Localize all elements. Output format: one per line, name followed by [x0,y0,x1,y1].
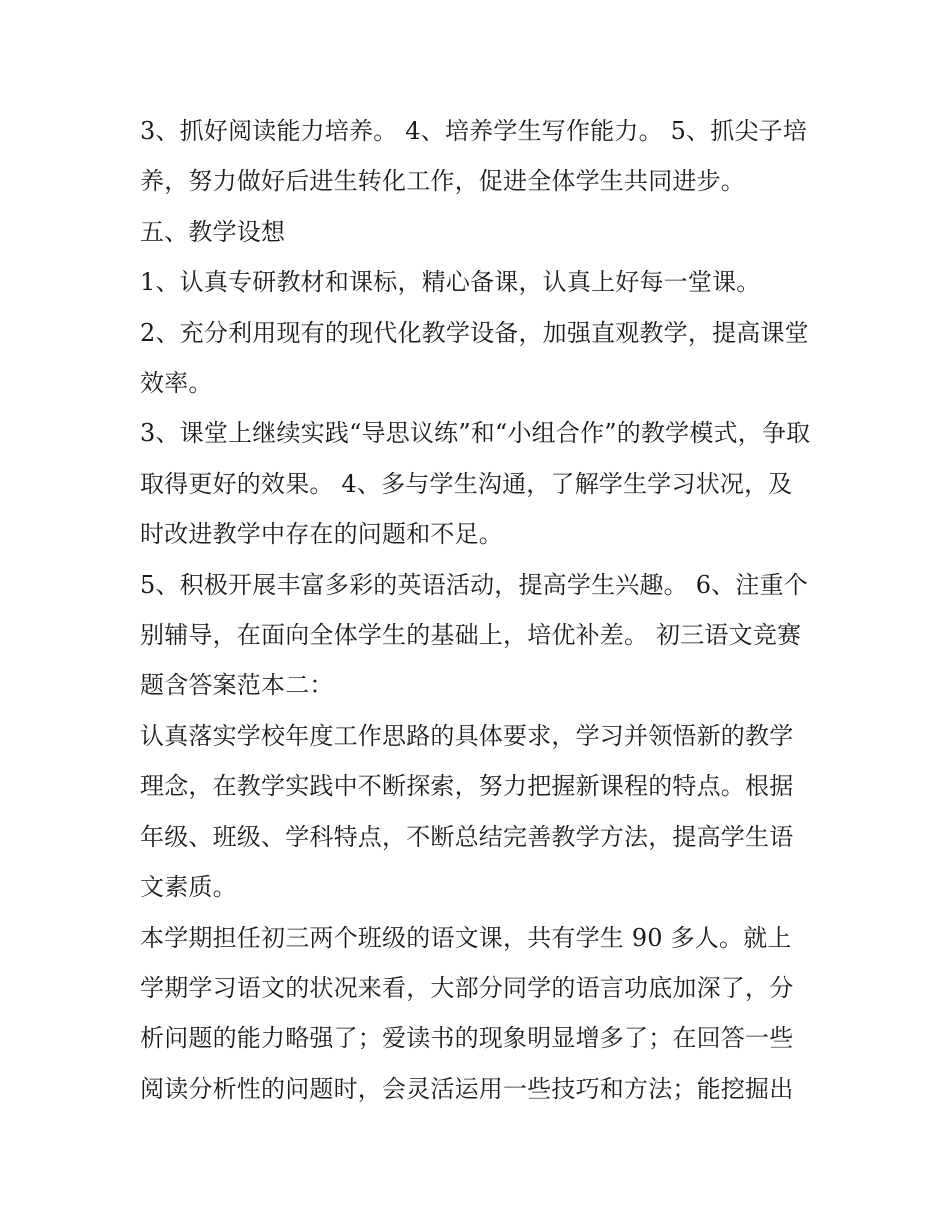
paragraph-item-3-4: 3、课堂上继续实践“导思议练”和“小组合作”的教学模式，争取取得更好的效果。 4、多与学生沟通，了解学生学习状况，及时改进教学中存在的问题和不足。 [140,419,811,549]
paragraph-item-5-6: 5、积极开展丰富多彩的英语活动，提高学生兴趣。 6、注重个别辅导，在面向全体学生的基础上，培优补差。 初三语文竞赛题含答案范本二： [140,570,808,700]
document-body [140,106,812,1114]
paragraph-item-2: 2、充分利用现有的现代化教学设备，加强直观教学，提高课堂效率。 [140,318,809,398]
paragraph-work-principles: 认真落实学校年度工作思路的具体要求，学习并领悟新的教学理念，在教学实践中不断探索，努力把握新课程的特点。根据年级、班级、学科特点，不断总结完善教学方法，提高学生语文素质。 [140,721,794,902]
section-heading-teaching-ideas: 五、教学设想 [140,217,286,246]
paragraph-item-1: 1、认真专研教材和课标，精心备课，认真上好每一堂课。 [140,268,761,297]
paragraph-class-situation: 本学期担任初三两个班级的语文课，共有学生 90 多人。就上学期学习语文的状况来看，大部分同学的语言功底加深了，分析问题的能力略强了；爱读书的现象明显增多了；在回答一些阅读分析性的问题时，会灵活运用一些技巧和方法；能挖掘出 [140,923,794,1103]
paragraph-reading-writing-goals: 3、抓好阅读能力培养。 4、培养学生写作能力。 5、抓尖子培养，努力做好后进生转化工作，促进全体学生共同进步。 [140,117,808,196]
